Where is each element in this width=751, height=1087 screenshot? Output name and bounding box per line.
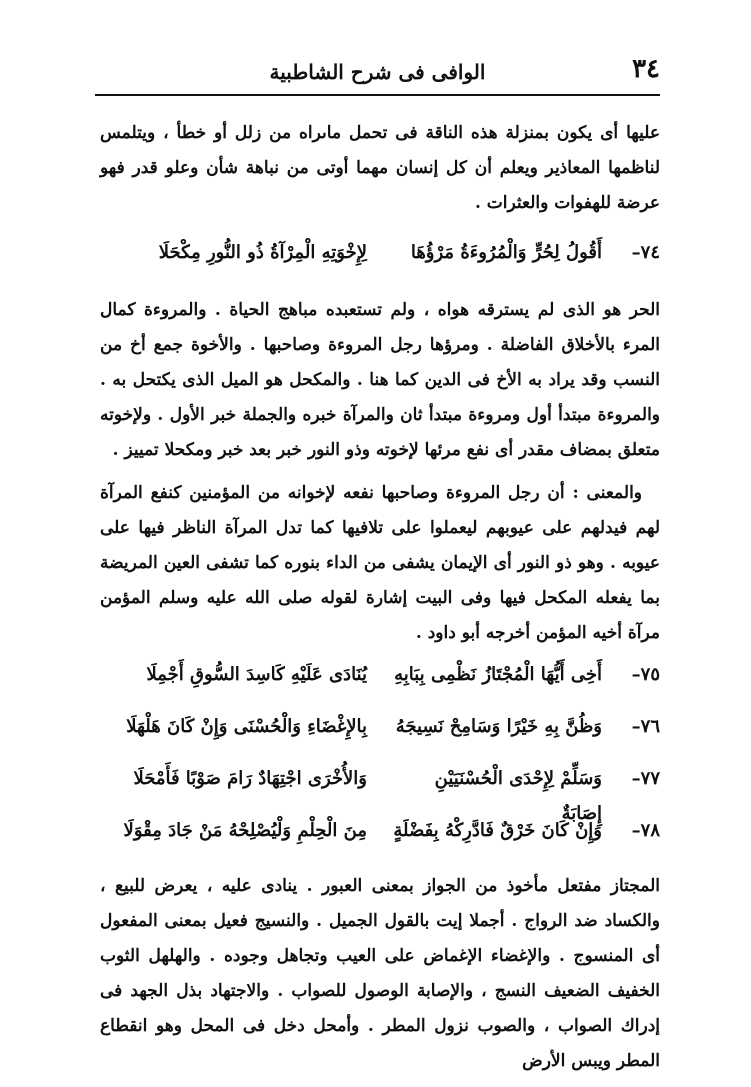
body-text <box>100 116 660 1079</box>
verse-76 <box>100 709 660 761</box>
verse-second-hemistich: مِنَ الْحِلْمِ وَلْيُصْلِحْهُ مَنْ جَادَ مِقْوَلَا <box>123 820 367 841</box>
verse-second-hemistich: يُنَادَى عَلَيْهِ كَاسِدَ السُّوقِ أَجْمِلَا <box>146 664 367 685</box>
verse-78 <box>100 813 660 865</box>
verse-first-hemistich: وَسَلِّمْ لِإِحْدَى الْحُسْنَيَيْنِ إِصَابَةٌ <box>434 768 602 824</box>
verse-first-hemistich: أَخِى أَيُّهَا الْمُجْتَازُ نَظْمِى بِبَابِهِ <box>394 664 602 685</box>
verse-number: ٧٨– <box>631 820 660 841</box>
verse-number: ٧٥– <box>631 664 660 685</box>
verse-77 <box>100 761 660 824</box>
meaning-paragraph: والمعنى : أن رجل المروءة وصاحبها نفعه لإخوانه من المؤمنين كنفع المرآة لهم فيدلهم على عيوبهم ليعملوا على تلافيها كما تدل المرآة الناظر فيها على عيوبه . وهو ذو النور أى الإيمان يشفى من الداء بنوره كما تشفى العين المريضة بما يفعله المكحل فيها وفى البيت إشارة لقوله صلى الله عليه وسلم المؤمن مرآة أخيه المؤمن أخرجه أبو داود . <box>100 483 660 643</box>
verse-number: ٧٤– <box>631 242 660 263</box>
verse-74 <box>100 235 660 287</box>
verse-number: ٧٧– <box>631 768 660 789</box>
verse-first-hemistich: أَقُولُ لِحُرٍّ وَالْمُرُوءَةُ مَرْؤُهَا <box>410 242 602 263</box>
verse-number: ٧٦– <box>631 716 660 737</box>
book-title: الوافى فى شرح الشاطبية <box>269 60 486 84</box>
commentary-verses-75-78: المجتاز مفتعل مأخوذ من الجواز بمعنى العبور . ينادى عليه ، يعرض للبيع ، والكساد ضد الرواج . أجملا إيت بالقول الجميل . والنسيج فعيل بمعنى المفعول أى المنسوج . والإغضاء الإغماض على العيب وتجاهل وجوده . والهلهل الثوب الخفيف الضعيف النسج ، والإصابة الوصول للصواب . والاجتهاد بذل الجهد فى إدراك الصواب ، والصوب نزول المطر . وأمحل دخل فى المحل وهو انقطاع المطر ويبس الأرض <box>100 876 660 1071</box>
running-header <box>95 50 660 96</box>
verse-second-hemistich: بِالإِغْضَاءِ وَالْحُسْنَى وَإِنْ كَانَ هَلْهَلَا <box>126 716 367 737</box>
verse-first-hemistich: وَظُنَّ بِهِ خَيْرًا وَسَامِحْ نَسِيجَهُ <box>395 716 602 737</box>
intro-paragraph: عليها أى يكون بمنزلة هذه الناقة فى تحمل ماىراه من زلل أو خطأ ، ويتلمس لناظمها المعاذير ويعلم أن كل إنسان مهما أوتى من نباهة شأن وعلو قدر فهو عرضة للهفوات والعثرات . <box>100 123 661 213</box>
verse-second-hemistich: وَالأُخْرَى اجْتِهَادٌ رَامَ صَوْبًا فَأَمْحَلَا <box>133 768 367 789</box>
verse-block <box>100 657 660 865</box>
verse-75 <box>100 657 660 709</box>
verse-first-hemistich: وَإِنْ كَانَ خَرْقٌ فَادَّرِكْهُ بِفَضْلَةٍ <box>393 820 602 841</box>
commentary-verse-74: الحر هو الذى لم يسترقه هواه ، ولم تستعبده مباهج الحياة . والمروءة كمال المرء بالأخلاق الفاضلة . ومرؤها رجل المروءة وصاحبها . والأخوة جمع أخ من النسب وقد يراد به الأخ فى الدين كما هنا . والمكحل هو الميل الذى يكتحل به . والمروءة مبتدأ أول ومروءة مبتدأ ثان والمرآة خبره والجملة خبر الأول . ولإخوته متعلق بمضاف مقدر أى نفع مرئها لإخوته وذو النور خبر بعد خبر ومكحلا تمييز . <box>100 300 660 460</box>
page-number: ٣٤ <box>632 54 660 84</box>
verse-second-hemistich: لِإِخْوَتِهِ الْمِرْآةُ ذُو النُّورِ مِكْحَلَا <box>158 242 367 263</box>
